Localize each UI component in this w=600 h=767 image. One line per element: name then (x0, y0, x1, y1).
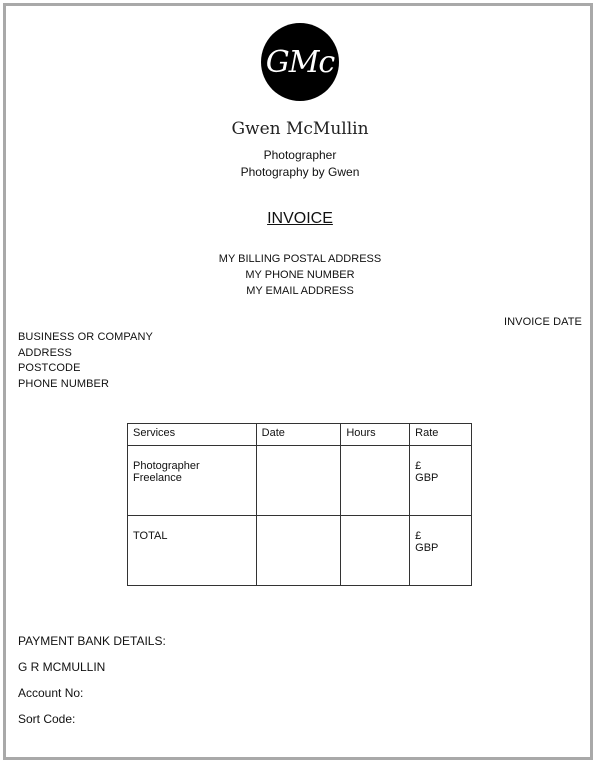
hours-cell (341, 446, 410, 516)
payment-heading: PAYMENT BANK DETAILS: (18, 634, 166, 648)
logo-text: GMc (265, 44, 335, 80)
total-rate-cell (410, 516, 472, 586)
header-rate: Rate (410, 424, 472, 446)
payment-sort-code: Sort Code: (18, 712, 76, 726)
total-hours-cell (341, 516, 410, 586)
service-cell (128, 446, 257, 516)
recipient-address: ADDRESS (18, 347, 72, 359)
table-row (128, 446, 472, 516)
total-date-cell (256, 516, 341, 586)
header-services: Services (128, 424, 257, 446)
sender-name: Gwen McMullin (231, 119, 369, 139)
sender-phone: MY PHONE NUMBER (245, 269, 355, 281)
sender-business: Photography by Gwen (240, 165, 360, 179)
invoice-title: INVOICE (267, 210, 333, 227)
service-line-1: Photographer (133, 460, 200, 472)
services-table (127, 423, 472, 586)
table-row-total (128, 516, 472, 586)
sender-email: MY EMAIL ADDRESS (246, 285, 354, 297)
header-hours: Hours (341, 424, 410, 446)
total-label-cell (128, 516, 257, 586)
payment-account-name: G R MCMULLIN (18, 660, 106, 674)
sender-address: MY BILLING POSTAL ADDRESS (218, 253, 382, 265)
table-header-row (128, 424, 472, 446)
rate-currency: GBP (415, 472, 439, 484)
service-line-2: Freelance (133, 472, 182, 484)
recipient-phone: PHONE NUMBER (18, 378, 110, 390)
invoice-date-label: INVOICE DATE (503, 316, 582, 328)
payment-account-no: Account No: (18, 686, 84, 700)
recipient-company: BUSINESS OR COMPANY (18, 331, 153, 343)
total-rate-currency: GBP (415, 542, 439, 554)
recipient-postcode: POSTCODE (18, 362, 81, 374)
sender-role: Photographer (263, 148, 337, 162)
rate-symbol: £ (415, 460, 422, 472)
date-cell (256, 446, 341, 516)
total-label: TOTAL (133, 530, 168, 542)
total-rate-symbol: £ (415, 530, 422, 542)
logo-badge (261, 23, 339, 101)
rate-cell (410, 446, 472, 516)
header-date: Date (256, 424, 341, 446)
